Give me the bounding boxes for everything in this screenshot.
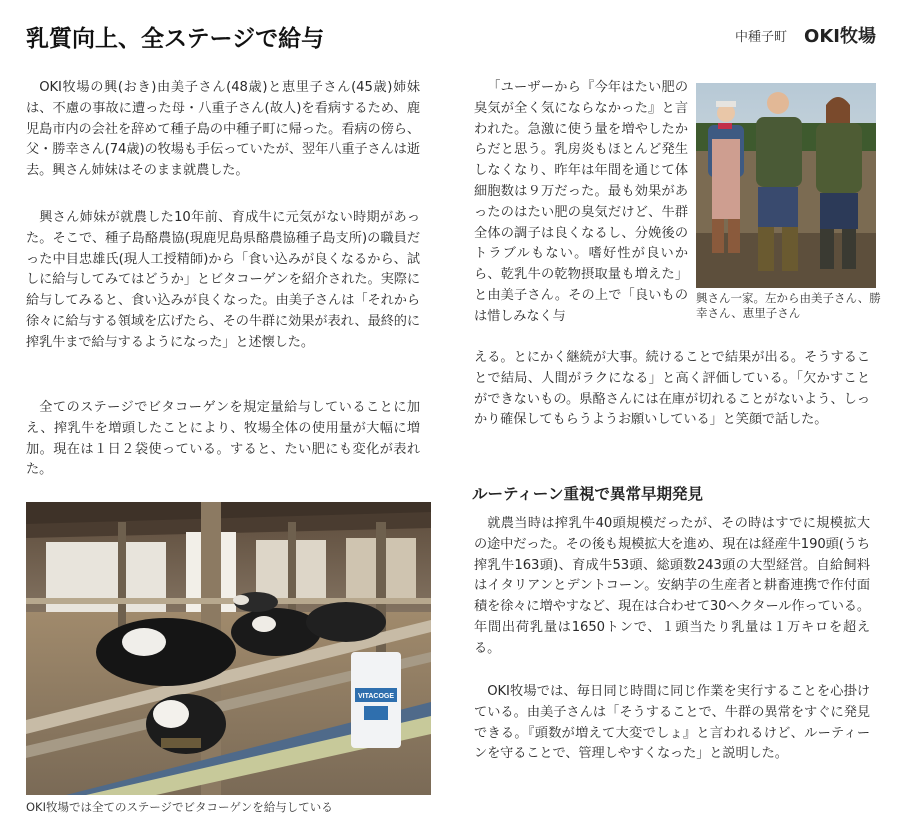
barn-photo-caption: OKI牧場では全てのステージでビタコーゲンを給与している xyxy=(26,800,333,814)
byline xyxy=(735,22,876,48)
left-paragraph-3: 全てのステージでビタコーゲンを規定量給与していることに加え、搾乳牛を増頭したことにより、牧場全体の使用量が大幅に増加。現在は１日２袋使っている。すると、たい肥にも変化が表れた。 xyxy=(26,400,420,478)
section-subheading: ルーティーン重視で異常早期発見 xyxy=(472,485,703,503)
byline-farm: OKI牧場 xyxy=(804,26,876,47)
family-photo xyxy=(696,83,876,288)
family-illustration xyxy=(696,83,876,288)
right-paragraph-1: 「ユーザーから『今年はたい肥の臭気が全く気にならなかった』と言われた。急激に使う量を増やしたからだと思う。乳房炎もほとんど発生しなくなり、昨年は年間を通じて体細胞数は９万だった。最も効果があったのはたい肥の臭気だけど、牛群全体の調子は良くなるし、分娩後のトラブルもない。嗜好性が良いから、乾乳牛の乾物摂取量も増えた」と由美子さん。その上で「良いものは惜しみなく与 xyxy=(474,80,688,324)
left-paragraph-2: 興さん姉妹が就農した10年前、育成牛に元気がない時期があった。そこで、種子島酪農協(現鹿児島県酪農協種子島支所)の職員だった中目忠雄氏(現人工授精師)から「食い込みが良くなるから、試しに給与してみてはどうか」とビタコーゲンを紹介された。実際に給与してみると、食い込みが良くなった。由美子さんは「それから徐々に給与する領域を広げたら、その牛群に効果が表れ、最終的に搾乳牛まで給与するようになった」と述懐した。 xyxy=(26,210,420,350)
barn-cows-illustration xyxy=(26,502,431,795)
left-paragraph-1: OKI牧場の興(おき)由美子さん(48歳)と恵里子さん(45歳)姉妹は、不慮の事故に遭った母・八重子さん(故人)を看病するため、鹿児島市内の会社を辞めて種子島の中種子町に帰った。看病の傍ら、父・勝幸さん(74歳)の牧場も手伝っていたが、翌年八重子さんは逝去。興さん姉妹はそのまま就農した。 xyxy=(26,80,420,179)
feed-bag-label: VITACOGE xyxy=(357,693,395,700)
article-headline: 乳質向上、全ステージで給与 xyxy=(26,26,325,52)
family-photo-caption: 興さん一家。左から由美子さん、勝幸さん、恵里子さん xyxy=(696,291,881,320)
right-paragraph-1-continued: える。とにかく継続が大事。続けることで結果が出る。そうすることで結局、人間がラクになる」と高く評価している。「欠かすことができないもの。県酪さんには在庫が切れることがないよう、しっかり確保してもらうようお願いしている」と笑顔で話した。 xyxy=(474,350,870,428)
right-paragraph-2: 就農当時は搾乳牛40頭規模だったが、その時はすでに規模拡大の途中だった。その後も規模拡大を進め、現在は経産牛190頭(うち搾乳牛163頭)、育成牛53頭、総頭数243頭の大型経営。自給飼料はイタリアンとデントコーン。安納芋の生産者と耕畜連携で作付面積を徐々に増やすなど、現在は合わせて30ヘクタール作っている。年間出荷乳量は1650トンで、１頭当たり乳量は１万キロを超える。 xyxy=(474,516,870,656)
right-paragraph-3: OKI牧場では、毎日同じ時間に同じ作業を実行することを心掛けている。由美子さんは「そうすることで、牛群の異常をすぐに発見できる。『頭数が増えて大変でしょ』と言われるけど、ルーティーンを守ることで、管理しやすくなった」と説明した。 xyxy=(474,684,870,762)
byline-town: 中種子町 xyxy=(734,29,787,45)
barn-cows-photo xyxy=(26,502,431,795)
